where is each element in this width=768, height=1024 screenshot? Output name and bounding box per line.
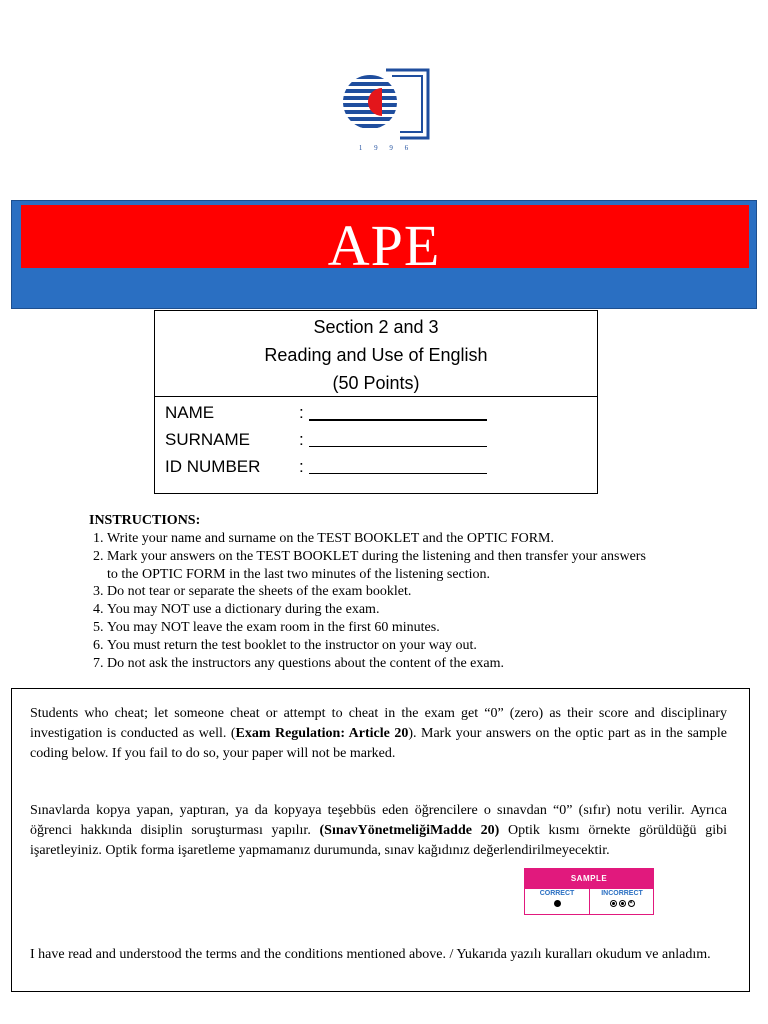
rules-tr-text-after: Optik kısmı örnekte görüldüğü gibi işaretleyiniz. Optik forma işaretleme yapmamanız durumunda, sınav kağıdınız değerlendirilmeyecektir. [30,823,727,858]
x-bubble-icon: × [629,900,633,907]
institution-logo [340,66,432,156]
surname-field [165,426,597,453]
partial-bubble-icon [619,900,626,907]
section-subtitle: Reading and Use of English [264,345,488,365]
instructions-title: INSTRUCTIONS: [89,513,201,528]
sample-correct [525,889,590,914]
rules-tr-text: Sınavlarda kopya yapan, yaptıran, ya da kopyaya teşebbüs eden öğrencilere o sınavdan “0” (sıfır) notu verilir. Ayrıca öğrenci hakkında disiplin soruşturması yapılır. [30,803,727,838]
rules-en-text-after: ). Mark your answers on the optic part as in the sample coding below. If you fail to do so, your paper will not be marked. [30,726,728,761]
sample-incorrect-label: INCORRECT [601,890,643,897]
instruction-item: 7. Do not ask the instructors any questions about the content of the exam. [107,655,649,673]
instruction-item: 2. Mark your answers on the TEST BOOKLET during the listening and then transfer your answers to the OPTIC FORM in the last two minutes of the listening section. [107,548,649,584]
rules-turkish [30,801,727,861]
instruction-item: 3. Do not tear or separate the sheets of the exam booklet. [107,583,649,601]
section-heading [155,311,597,397]
surname-colon: : [299,430,304,449]
logo-year: 1 9 9 6 [358,144,414,152]
instruction-item: 1. Write your name and surname on the TEST BOOKLET and the OPTIC FORM. [107,530,649,548]
id-number-label: ID NUMBER [165,457,261,476]
name-field [165,399,597,426]
instruction-item: 4. You may NOT use a dictionary during the exam. [107,601,649,619]
sample-incorrect [590,889,654,914]
sample-title: SAMPLE [525,869,653,889]
section-info-box [154,310,598,494]
id-number-input-line[interactable] [309,473,487,474]
instructions [89,512,649,672]
dot-bubble-icon [610,900,617,907]
instruction-item: 5. You may NOT leave the exam room in the first 60 minutes. [107,619,649,637]
logo-emblem-icon [340,66,432,156]
rules-en-text: Students who cheat; let someone cheat or attempt to cheat in the exam get “0” (zero) as their score and disciplinary investigation is conducted as well. ( [30,706,727,741]
rules-en-regulation: Exam Regulation: Article 20 [235,726,409,741]
name-input-line[interactable] [309,419,487,421]
surname-input-line[interactable] [309,446,487,447]
title-banner [11,200,757,309]
section-title: Section 2 and 3 [313,317,439,337]
sample-correct-label: CORRECT [539,890,575,897]
sample-coding [524,868,654,915]
rules-box [11,688,750,992]
rules-english [30,704,727,764]
banner-title: APE [327,213,441,278]
id-number-colon: : [299,457,304,476]
instruction-item: 6. You must return the test booklet to the instructor on your way out. [107,637,649,655]
rules-acknowledgement: I have read and understood the terms and the conditions mentioned above. / Yukarıda yazılı kuralları okudum ve anladım. [30,947,711,962]
student-fields [155,397,597,480]
surname-label: SURNAME [165,430,251,449]
section-points: (50 Points) [332,373,420,393]
name-label: NAME [165,403,215,422]
rules-tr-regulation: (SınavYönetmeliğiMadde 20) [319,823,500,838]
id-number-field [165,453,597,480]
sample-body [525,889,653,914]
filled-bubble-icon [554,900,561,907]
name-colon: : [299,403,304,422]
instructions-list [89,530,649,672]
